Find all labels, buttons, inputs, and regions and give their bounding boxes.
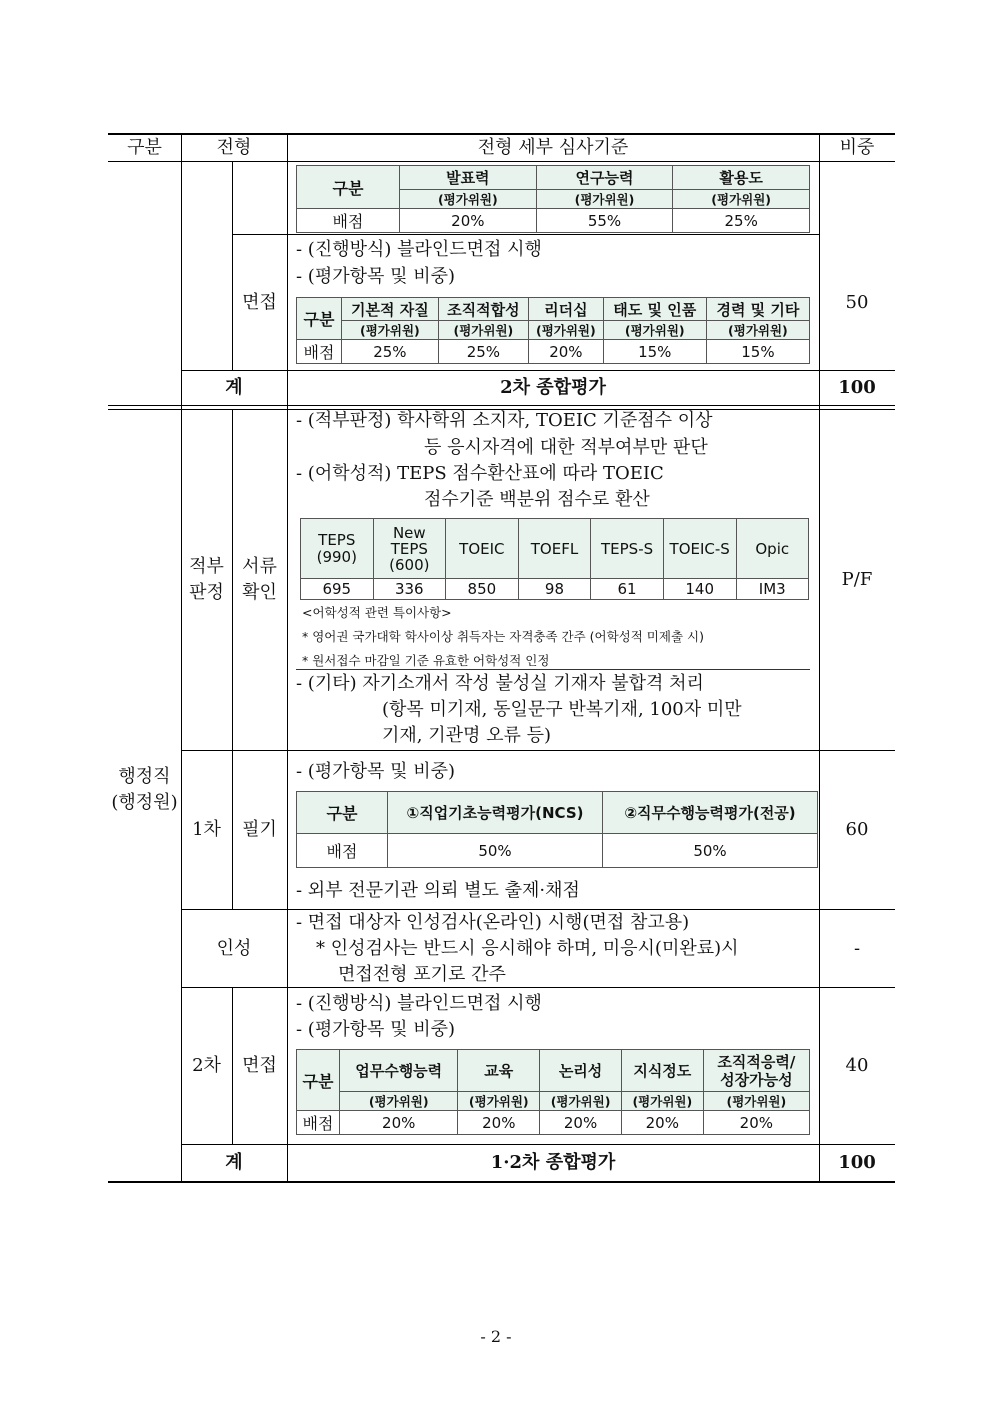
screening-line: - (적부판정) 학사학위 소지자, TOEIC 기준점수 이상 [296, 410, 713, 431]
table-bottom-border [108, 1181, 895, 1183]
notes-divider [296, 669, 810, 670]
lang-col [301, 519, 374, 579]
written-weight: 60 [845, 819, 869, 840]
score-label: 배점 [297, 340, 342, 364]
lang-score: IM3 [736, 579, 808, 600]
interview2-line: - (평가항목 및 비중) [296, 1019, 456, 1040]
col-name: 논리성 [540, 1050, 622, 1092]
lang-col: TOEIC-S [663, 519, 736, 579]
score-label: 배점 [297, 834, 388, 868]
table-label: 구분 [297, 792, 388, 834]
job-category-name: 행정직 [118, 766, 171, 787]
lang-col [373, 519, 446, 579]
screening-line: 점수기준 백분위 점수로 환산 [424, 489, 650, 510]
col-sub: (평가위원) [673, 190, 810, 209]
written-table [296, 791, 818, 868]
section-divider [108, 405, 895, 406]
table-label: 구분 [297, 166, 400, 209]
score: 20% [621, 1111, 703, 1135]
col-sub: (평가위원) [340, 1092, 458, 1111]
col-name-text: 조직적응력/ [717, 1052, 796, 1071]
job-category-sub: (행정원) [111, 792, 178, 813]
col-sub: (평가위원) [529, 321, 604, 340]
header-bottom-border [108, 161, 895, 162]
score: 50% [603, 834, 818, 868]
col-name: 연구능력 [536, 166, 673, 190]
col-sub: (평가위원) [400, 190, 537, 209]
row-divider [232, 234, 819, 235]
header-category: 구분 [127, 136, 162, 158]
header-weight: 비중 [839, 136, 875, 158]
written-stage: 1차 [192, 819, 221, 840]
lang-col: TOEFL [518, 519, 591, 579]
row-divider [181, 987, 895, 988]
score: 20% [400, 209, 537, 233]
screening-weight: P/F [841, 569, 873, 590]
written-line: - (평가항목 및 비중) [296, 761, 456, 782]
personality-type: 인성 [216, 937, 252, 959]
interview2-type: 면접 [242, 1055, 277, 1076]
personality-weight: - [853, 937, 861, 959]
lang-score: 336 [373, 579, 446, 600]
score: 20% [458, 1111, 540, 1135]
col-name: 경력 및 기타 [706, 298, 809, 321]
language-score-table [300, 518, 809, 600]
written-type: 필기 [242, 819, 277, 840]
interview-table [296, 297, 810, 364]
row-divider [181, 750, 895, 751]
interview-weight: 50 [845, 291, 869, 313]
score-label: 배점 [297, 209, 400, 233]
score: 50% [388, 834, 603, 868]
note-item: * 영어권 국가대학 학사이상 취득자는 자격충족 간주 (어학성적 미제출 시) [302, 629, 704, 644]
lang-col-text: TEPS [390, 539, 428, 558]
notes-title: <어학성적 관련 특이사항> [302, 605, 452, 620]
stage-text: 판정 [189, 582, 224, 603]
col-sub: (평가위원) [438, 321, 528, 340]
score: 25% [673, 209, 810, 233]
score: 20% [340, 1111, 458, 1135]
table-label: 구분 [297, 298, 342, 340]
score-label: 배점 [297, 1111, 340, 1135]
presentation-table [296, 165, 810, 233]
col-sub: (평가위원) [603, 321, 706, 340]
personality-line: 면접전형 포기로 간주 [338, 964, 506, 985]
interview-line: - (평가항목 및 비중) [296, 266, 456, 287]
screening-line: 기재, 기관명 오류 등) [382, 725, 552, 746]
score: 55% [536, 209, 673, 233]
page-number: - 2 - [480, 1327, 512, 1346]
lang-col: TOEIC [446, 519, 519, 579]
lang-score: 140 [663, 579, 736, 600]
total-desc: 1·2차 종합평가 [490, 1152, 616, 1173]
screening-line: (항목 미기재, 동일문구 반복기재, 100자 미만 [382, 699, 742, 720]
header-criteria: 전형 세부 심사기준 [477, 136, 629, 158]
col-name: 조직적합성 [438, 298, 528, 321]
score: 20% [703, 1111, 809, 1135]
stage-text: 적부 [189, 556, 224, 577]
type-text: 확인 [242, 582, 277, 603]
interview-line: - (진행방식) 블라인드면접 시행 [296, 239, 542, 260]
col-name: ②직무수행능력평가(전공) [603, 792, 818, 834]
col-name: 업무수행능력 [340, 1050, 458, 1092]
total-label: 계 [225, 377, 243, 398]
col-sub: (평가위원) [703, 1092, 809, 1111]
col-name: 발표력 [400, 166, 537, 190]
score: 15% [603, 340, 706, 364]
col-name [703, 1050, 809, 1092]
personality-line: * 인성검사는 반드시 응시해야 하며, 미응시(미완료)시 [316, 938, 739, 959]
col-name: 리더십 [529, 298, 604, 321]
total-weight: 100 [838, 1152, 876, 1173]
score: 15% [706, 340, 809, 364]
header-stage: 전형 [216, 136, 252, 158]
col-name: 태도 및 인품 [603, 298, 706, 321]
interview2-weight: 40 [845, 1055, 869, 1076]
lang-score: 61 [591, 579, 664, 600]
written-line: - 외부 전문기관 의뢰 별도 출제·채점 [296, 880, 580, 901]
col-divider [287, 133, 288, 1182]
lang-col-text: (990) [316, 547, 357, 566]
screening-type [232, 550, 287, 610]
interview2-table [296, 1049, 810, 1135]
lang-col-text: TEPS [318, 530, 356, 549]
score: 25% [342, 340, 439, 364]
interview2-stage: 2차 [192, 1055, 221, 1076]
screening-line: - (기타) 자기소개서 작성 불성실 기재자 불합격 처리 [296, 673, 704, 694]
col-sub: (평가위원) [536, 190, 673, 209]
screening-stage [181, 550, 232, 610]
interview-type: 면접 [242, 291, 277, 313]
col-name: 지식정도 [621, 1050, 703, 1092]
score: 20% [540, 1111, 622, 1135]
interview2-line: - (진행방식) 블라인드면접 시행 [296, 993, 542, 1014]
lang-col: TEPS-S [591, 519, 664, 579]
lang-score: 850 [446, 579, 519, 600]
screening-line: 등 응시자격에 대한 적부여부만 판단 [424, 437, 708, 458]
col-name-text: 성장가능성 [720, 1070, 793, 1089]
col-name: 기본적 자질 [342, 298, 439, 321]
col-name: 활용도 [673, 166, 810, 190]
lang-score: 98 [518, 579, 591, 600]
col-sub: (평가위원) [540, 1092, 622, 1111]
score: 20% [529, 340, 604, 364]
total-label: 계 [225, 1152, 243, 1173]
table-label: 구분 [297, 1050, 340, 1111]
col-name: ①직업기초능력평가(NCS) [388, 792, 603, 834]
personality-line: - 면접 대상자 인성검사(온라인) 시행(면접 참고용) [296, 912, 690, 933]
total-desc: 2차 종합평가 [500, 377, 606, 398]
note-item: * 원서접수 마감일 기준 유효한 어학성적 인정 [302, 653, 550, 668]
col-sub: (평가위원) [458, 1092, 540, 1111]
score: 25% [438, 340, 528, 364]
col-sub: (평가위원) [706, 321, 809, 340]
col-name: 교육 [458, 1050, 540, 1092]
screening-line: - (어학성적) TEPS 점수환산표에 따라 TOEIC [296, 463, 664, 484]
col-sub: (평가위원) [342, 321, 439, 340]
col-sub: (평가위원) [621, 1092, 703, 1111]
type-text: 서류 [242, 556, 277, 577]
lang-score: 695 [301, 579, 374, 600]
lang-col-text: New [392, 523, 426, 542]
total-weight: 100 [838, 377, 876, 398]
lang-col-text: (600) [389, 555, 430, 574]
lang-col: Opic [736, 519, 808, 579]
job-category [108, 760, 181, 820]
